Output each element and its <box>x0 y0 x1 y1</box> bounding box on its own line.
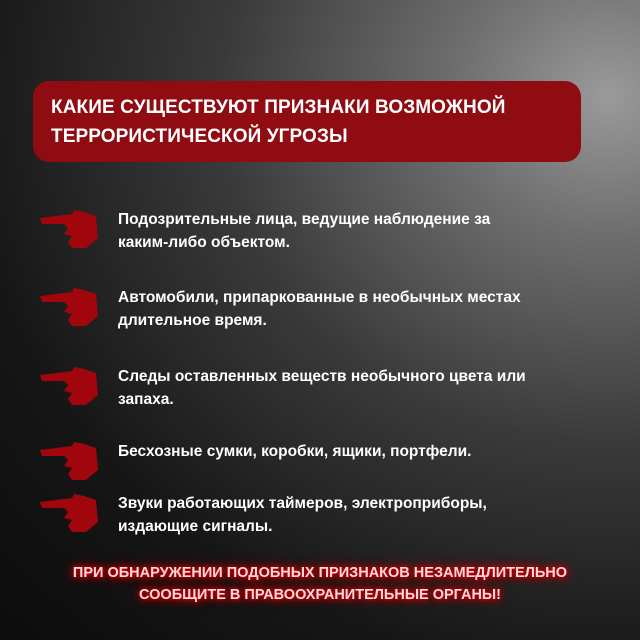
list-item <box>38 286 608 346</box>
page-title <box>51 93 567 151</box>
list-item-line: Автомобили, припаркованные в необычных местах <box>118 289 521 306</box>
footer-warning-line-2: СООБЩИТЕ В ПРАВООХРАНИТЕЛЬНЫЕ ОРГАНЫ! <box>139 587 501 603</box>
list-item-line: издающие сигналы. <box>118 518 273 535</box>
header-banner <box>33 81 581 162</box>
list-item-text <box>118 286 598 332</box>
list-item-line: Следы оставленных веществ необычного цвета или <box>118 368 526 385</box>
footer-warning-line-1: ПРИ ОБНАРУЖЕНИИ ПОДОБНЫХ ПРИЗНАКОВ НЕЗАМЕДЛИТЕЛЬНО <box>72 565 568 581</box>
pointing-hand-icon <box>38 492 100 536</box>
pointing-hand-icon <box>38 208 100 252</box>
list-item-line: каким-либо объектом. <box>118 234 290 251</box>
list-item <box>38 365 608 425</box>
page-title-line-2: ТЕРРОРИСТИЧЕСКОЙ УГРОЗЫ <box>51 126 348 147</box>
list-item <box>38 492 608 552</box>
list-item-line: Звуки работающих таймеров, электроприборы, <box>118 495 487 512</box>
pointing-hand-icon <box>38 286 100 330</box>
list-item <box>38 440 608 500</box>
footer-warning <box>0 562 640 606</box>
list-item-text <box>118 365 598 411</box>
list-item <box>38 208 608 268</box>
page-title-line-1: КАКИЕ СУЩЕСТВУЮТ ПРИЗНАКИ ВОЗМОЖНОЙ <box>51 97 506 118</box>
list-item-line: Бесхозные сумки, коробки, ящики, портфели. <box>118 443 472 460</box>
list-item-line: длительное время. <box>118 312 267 329</box>
list-item-text <box>118 440 598 463</box>
list-item-line: запаха. <box>118 391 174 408</box>
list-item-text <box>118 208 598 254</box>
list-item-line: Подозрительные лица, ведущие наблюдение за <box>118 211 491 228</box>
list-item-text <box>118 492 598 538</box>
pointing-hand-icon <box>38 365 100 409</box>
pointing-hand-icon <box>38 440 100 484</box>
